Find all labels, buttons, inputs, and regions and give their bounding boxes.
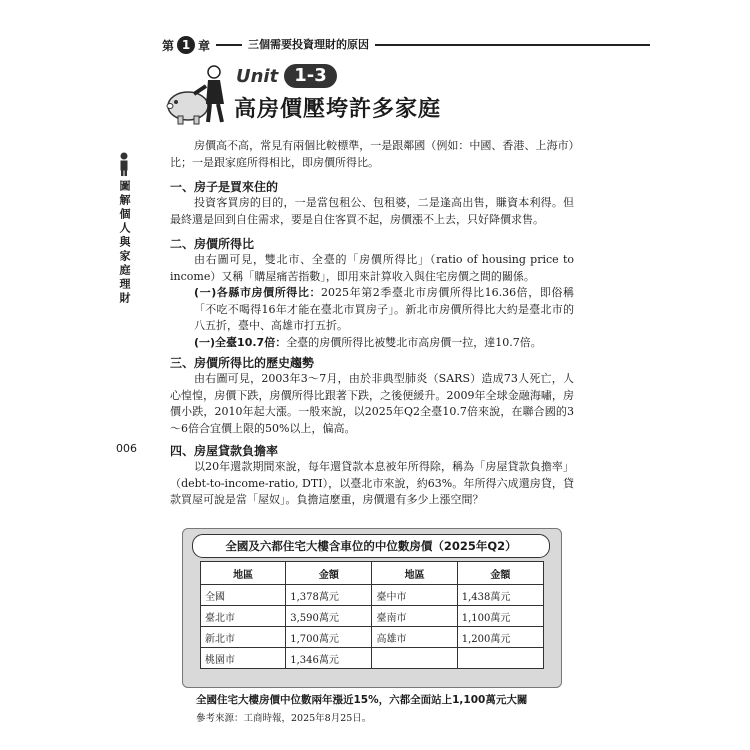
- unit-number-badge: 1-3: [284, 64, 337, 88]
- table-cell: 臺北市: [201, 606, 286, 627]
- table-cell: 臺中市: [372, 585, 457, 606]
- table-title: 全國及六都住宅大樓含車位的中位數房價（2025年Q2）: [192, 534, 550, 558]
- section-4-body: [170, 459, 574, 509]
- table-row: [201, 627, 544, 648]
- chapter-number-badge: 1: [177, 36, 195, 54]
- table-source: 參考來源：工商時報，2025年8月25日。: [196, 713, 372, 724]
- column-header: 金額: [286, 562, 372, 585]
- table-cell: 全國: [201, 585, 286, 606]
- section-3-heading: 三、房價所得比的歷史趨勢: [170, 356, 315, 370]
- section-1-heading: 一、房子是買來住的: [170, 180, 279, 194]
- section-4-text: 以20年還款期間來說，每年還貸款本息被年所得除，稱為「房屋貸款負擔率」（debt-to-income-ratio, DTI），以臺北市來說，約63%。年所得六成還房貸，貸款買屋可說是當「屋奴」。負擔這麼重，房價還有多少上漲空間？: [170, 460, 574, 506]
- table-cell: 臺南市: [372, 606, 457, 627]
- chapter-title: 三個需要投資理財的原因: [242, 36, 375, 54]
- table-row: [201, 585, 544, 606]
- section-2-body: [170, 252, 574, 351]
- unit-word: Unit: [236, 65, 279, 87]
- column-header: 金額: [457, 562, 543, 585]
- table-cell: [457, 648, 543, 669]
- person-icon: [119, 152, 129, 176]
- column-header: 地區: [372, 562, 457, 585]
- housing-price-table-figure: [182, 528, 560, 724]
- page-number: 006: [116, 442, 137, 455]
- page-title: 高房價壓垮許多家庭: [234, 97, 442, 122]
- table-cell: 1,200萬元: [457, 627, 543, 648]
- table-cell: 1,100萬元: [457, 606, 543, 627]
- section-2-heading: 二、房價所得比: [170, 237, 255, 251]
- section-2-sub-2: [170, 335, 574, 352]
- table-cell: [372, 648, 457, 669]
- table-cell: 新北市: [201, 627, 286, 648]
- sub-1-text: 2025年第2季臺北市房價所得比16.36倍，即俗稱「不吃不喝得16年才能在臺北市買房子」。新北市房價所得比大約是臺北市的八五折，臺中、高雄市打五折。: [194, 286, 575, 332]
- section-2-text: 由右圖可見，雙北市、全臺的「房價所得比」（ratio of housing price to income）又稱「購屋痛苦指數」，即用來計算收入與住宅房價之間的關係。: [170, 253, 574, 283]
- table-cell: 1,438萬元: [457, 585, 543, 606]
- table-cell: 桃園市: [201, 648, 286, 669]
- column-header: 地區: [201, 562, 286, 585]
- table-cell: 1,378萬元: [286, 585, 372, 606]
- section-2-sub-1: [170, 285, 574, 335]
- section-4-heading: 四、房屋貸款負擔率: [170, 444, 279, 458]
- table-row: [201, 606, 544, 627]
- chapter-prefix: 第: [162, 38, 175, 53]
- chapter-header: [162, 34, 652, 56]
- book-title-vertical: 圖解個人與家庭理財: [118, 180, 131, 306]
- sub-2-label: (一)全臺10.7倍：: [194, 335, 287, 349]
- section-1-text: 投資客買房的目的，一是當包租公、包租婆，二是逢高出售，賺資本利得。但最終還是回到自住需求，要是自住客買不起，房價漲不上去，只好降價求售。: [170, 196, 574, 226]
- businessman-piggy-bank-illustration: [166, 64, 234, 126]
- table-cell: 1,700萬元: [286, 627, 372, 648]
- table-row: [201, 648, 544, 669]
- section-3-text: 由右圖可見，2003年3～7月，由於非典型肺炎（SARS）造成73人死亡，人心惶惶，房價下跌，房價所得比跟著下跌，之後便緩升。2009年全球金融海嘯，房價小跌，2010年起大漲。一般來說，以2025年Q2全臺10.7倍來說，在聯合國的3～6倍合宜價上限的50%以上，偏高。: [170, 372, 574, 435]
- table-header-row: [201, 562, 544, 585]
- table-cell: 1,346萬元: [286, 648, 372, 669]
- section-3-body: [170, 371, 574, 437]
- header-rule: [162, 44, 650, 46]
- intro-text: 房價高不高，常見有兩個比較標準，一是跟鄰國（例如：中國、香港、上海市）比；一是跟家庭所得相比，即房價所得比。: [170, 139, 574, 169]
- sub-2-text: 全臺的房價所得比被雙北市高房價一拉，達10.7倍。: [286, 335, 542, 349]
- sub-1-label: (一)各縣市房價所得比：: [194, 286, 322, 299]
- table-cell: 3,590萬元: [286, 606, 372, 627]
- housing-price-table: [200, 561, 544, 669]
- section-1-body: [170, 195, 574, 228]
- table-cell: 高雄市: [372, 627, 457, 648]
- unit-label: [236, 64, 337, 88]
- table-note: 全國住宅大樓房價中位數兩年漲近15%，六都全面站上1,100萬元大關: [196, 694, 528, 706]
- chapter-label: [162, 34, 216, 56]
- intro-paragraph: [170, 138, 574, 171]
- chapter-suffix: 章: [198, 38, 211, 53]
